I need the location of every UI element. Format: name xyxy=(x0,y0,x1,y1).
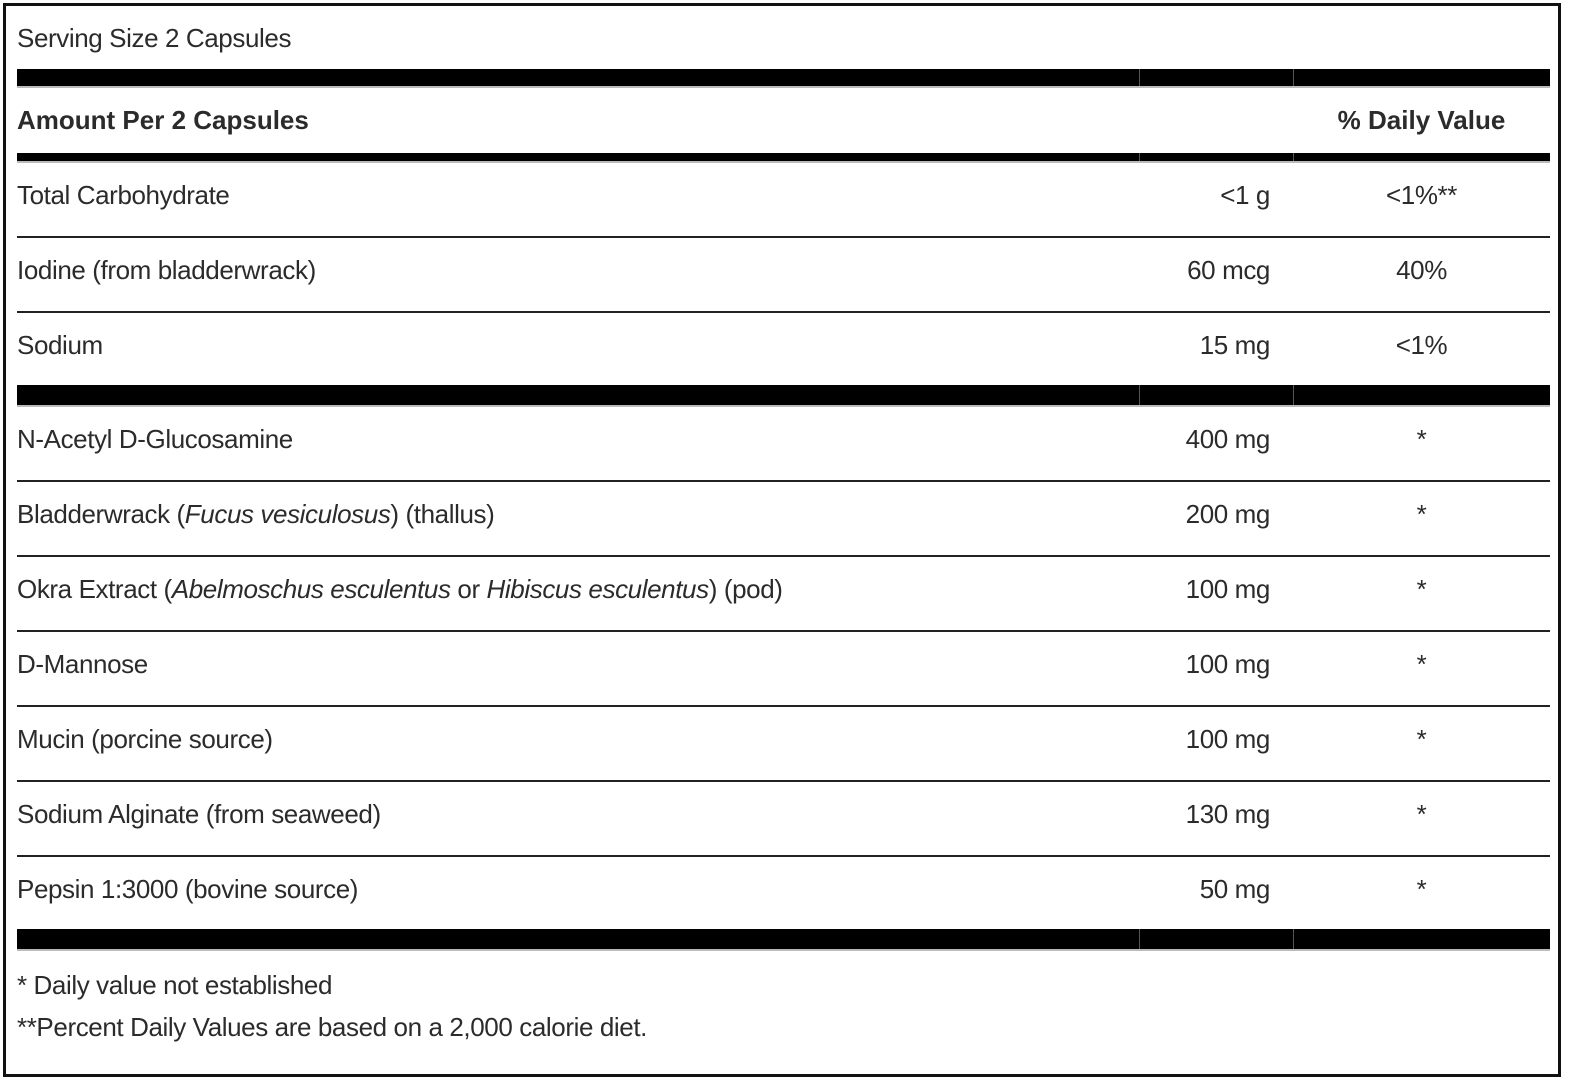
supplement-facts-table xyxy=(17,0,1550,1048)
table-row xyxy=(17,407,1550,482)
name-text: ) (thallus) xyxy=(390,499,495,529)
ingredient-amount: 50 mg xyxy=(1199,874,1270,904)
ingredient-amount: 100 mg xyxy=(1185,724,1270,754)
nutrient-name: Sodium xyxy=(17,330,103,360)
table-row xyxy=(17,482,1550,557)
thick-divider xyxy=(17,153,1550,163)
ingredient-dv: * xyxy=(1416,724,1427,754)
ingredient-dv: * xyxy=(1416,499,1427,529)
table-row xyxy=(17,632,1550,707)
nutrient-dv: 40% xyxy=(1396,255,1447,285)
nutrient-amount: 15 mg xyxy=(1199,330,1270,360)
thick-divider xyxy=(17,929,1550,951)
table-header xyxy=(17,88,1550,153)
table-row xyxy=(17,707,1550,782)
footnote-daily-values: **Percent Daily Values are based on a 2,000 calorie diet. xyxy=(17,1012,648,1042)
name-text: ) (pod) xyxy=(708,574,783,604)
ingredient-amount: 200 mg xyxy=(1185,499,1270,529)
ingredient-name xyxy=(17,557,1139,630)
nutrient-dv: <1%** xyxy=(1386,180,1457,210)
ingredient-dv: * xyxy=(1416,574,1427,604)
ingredient-name: N-Acetyl D-Glucosamine xyxy=(17,424,293,454)
ingredient-amount: 130 mg xyxy=(1185,799,1270,829)
daily-value-heading: % Daily Value xyxy=(1337,105,1506,135)
nutrient-amount: 60 mcg xyxy=(1187,255,1270,285)
ingredient-name xyxy=(17,482,1139,555)
ingredient-amount: 400 mg xyxy=(1185,424,1270,454)
ingredient-name: Sodium Alginate (from seaweed) xyxy=(17,799,381,829)
thick-divider xyxy=(17,69,1550,88)
nutrient-amount: <1 g xyxy=(1220,180,1270,210)
footnote-not-established: * Daily value not established xyxy=(17,970,333,1000)
nutrient-dv: <1% xyxy=(1395,330,1448,360)
latin-name: Abelmoschus esculentus xyxy=(171,574,451,604)
table-row xyxy=(17,782,1550,857)
ingredient-amount: 100 mg xyxy=(1185,649,1270,679)
table-row xyxy=(17,163,1550,238)
ingredient-name: Pepsin 1:3000 (bovine source) xyxy=(17,874,359,904)
ingredient-dv: * xyxy=(1416,799,1427,829)
nutrient-name: Iodine (from bladderwrack) xyxy=(17,255,316,285)
ingredient-dv: * xyxy=(1416,649,1427,679)
table-row xyxy=(17,557,1550,632)
latin-name: Fucus vesiculosus xyxy=(184,499,391,529)
ingredient-name: Mucin (porcine source) xyxy=(17,724,273,754)
ingredient-dv: * xyxy=(1416,874,1427,904)
table-row xyxy=(17,238,1550,313)
table-row xyxy=(17,313,1550,385)
footnotes xyxy=(17,951,1550,1048)
amount-per-heading: Amount Per 2 Capsules xyxy=(17,105,309,135)
name-text: or xyxy=(450,574,487,604)
latin-name: Hibiscus esculentus xyxy=(486,574,709,604)
nutrient-name: Total Carbohydrate xyxy=(17,180,230,210)
ingredient-dv: * xyxy=(1416,424,1427,454)
name-text: Okra Extract ( xyxy=(17,574,172,604)
name-text: Bladderwrack ( xyxy=(17,499,185,529)
table-row xyxy=(17,857,1550,929)
serving-size: Serving Size 2 Capsules xyxy=(17,23,292,53)
ingredient-amount: 100 mg xyxy=(1185,574,1270,604)
thick-divider xyxy=(17,385,1550,407)
ingredient-name: D-Mannose xyxy=(17,649,148,679)
